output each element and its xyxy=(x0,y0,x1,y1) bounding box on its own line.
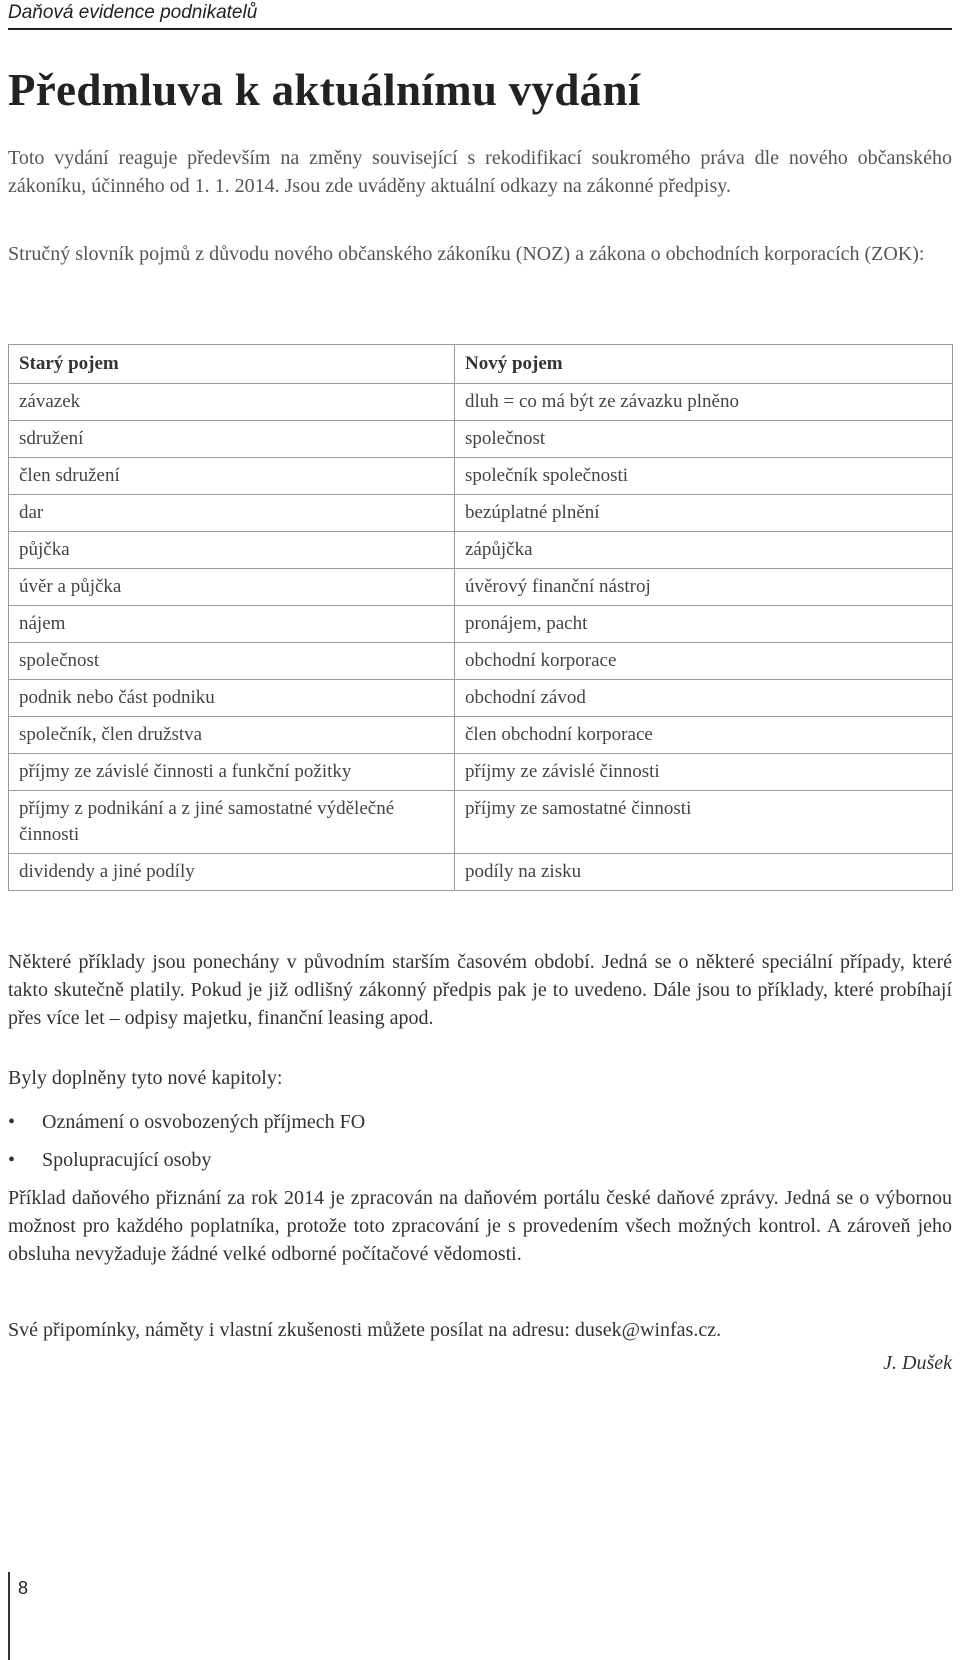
new-term-cell: příjmy ze samostatné činnosti xyxy=(455,791,953,854)
old-term-cell: úvěr a půjčka xyxy=(9,569,455,606)
intro-paragraph: Toto vydání reaguje především na změny související s rekodifikací soukromého práva dle nového občanského zákoníku, účinného od 1. 1. 2014. Jsou zde uváděny aktuální odkazy na zákonné předpisy. xyxy=(8,147,952,197)
page-number: 8 xyxy=(18,1578,29,1598)
old-term-cell: společník, člen družstva xyxy=(9,717,455,754)
bullet-icon: • xyxy=(8,1149,16,1171)
new-term-cell: příjmy ze závislé činnosti xyxy=(455,754,953,791)
glossary-table xyxy=(8,344,953,891)
table-row xyxy=(9,569,953,606)
header-rule xyxy=(8,28,952,30)
table-row xyxy=(9,384,953,421)
new-term-cell: člen obchodní korporace xyxy=(455,717,953,754)
list-item xyxy=(8,1146,365,1184)
new-term-cell: dluh = co má být ze závazku plněno xyxy=(455,384,953,421)
old-term-cell: dar xyxy=(9,495,455,532)
table-header-row xyxy=(9,345,953,384)
new-term-cell: bezúplatné plnění xyxy=(455,495,953,532)
old-term-cell: podnik nebo část podniku xyxy=(9,680,455,717)
glossary-intro-paragraph: Stručný slovník pojmů z důvodu nového občanského zákoníku (NOZ) a zákona o obchodních korporacích (ZOK): xyxy=(8,243,925,265)
new-term-cell: pronájem, pacht xyxy=(455,606,953,643)
bullet-icon: • xyxy=(8,1111,16,1133)
page-title: Předmluva k aktuálnímu vydání xyxy=(8,65,641,115)
new-term-cell: společnost xyxy=(455,421,953,458)
new-term-cell: zápůjčka xyxy=(455,532,953,569)
table-row xyxy=(9,495,953,532)
new-term-cell: úvěrový finanční nástroj xyxy=(455,569,953,606)
old-term-cell: závazek xyxy=(9,384,455,421)
table-row xyxy=(9,606,953,643)
old-term-cell: příjmy ze závislé činnosti a funkční požitky xyxy=(9,754,455,791)
table-row xyxy=(9,754,953,791)
old-term-cell: příjmy z podnikání a z jiné samostatné výdělečné činnosti xyxy=(9,791,455,854)
new-term-cell: podíly na zisku xyxy=(455,854,953,891)
column-header-new-term: Nový pojem xyxy=(455,345,953,384)
page-number-rule xyxy=(8,1572,10,1660)
old-term-cell: půjčka xyxy=(9,532,455,569)
document-page xyxy=(8,0,952,1660)
list-item-label: Oznámení o osvobozených příjmech FO xyxy=(42,1111,366,1133)
old-term-cell: společnost xyxy=(9,643,455,680)
old-term-cell: sdružení xyxy=(9,421,455,458)
running-header: Daňová evidence podnikatelů xyxy=(8,2,258,23)
tax-return-paragraph: Příklad daňového přiznání za rok 2014 je zpracován na daňovém portálu české daňové zprávy. Jedná se o výbornou možnost pro každého poplatníka, protože toto zpracování je s provedením všech možných kontrol. A zároveň jeho obsluha nevyžaduje žádné velké odborné počítačové vědomosti. xyxy=(8,1187,952,1265)
contact-paragraph: Své připomínky, náměty i vlastní zkušenosti můžete posílat na adresu: dusek@winfas.cz. xyxy=(8,1319,722,1341)
list-item-label: Spolupracující osoby xyxy=(42,1149,212,1171)
table-row xyxy=(9,643,953,680)
table-row xyxy=(9,854,953,891)
column-header-old-term: Starý pojem xyxy=(9,345,455,384)
table-row xyxy=(9,532,953,569)
table-row xyxy=(9,458,953,495)
old-term-cell: nájem xyxy=(9,606,455,643)
table-row xyxy=(9,717,953,754)
new-term-cell: obchodní korporace xyxy=(455,643,953,680)
examples-paragraph: Některé příklady jsou ponechány v původním starším časovém období. Jedná se o některé speciální případy, které takto skutečně platily. Pokud je již odlišný zákonný předpis pak je to uvedeno. Dále jsou to příklady, které probíhají přes více let – odpisy majetku, finanční leasing apod. xyxy=(8,951,952,1029)
table-row xyxy=(9,791,953,854)
author-signature: J. Dušek xyxy=(883,1352,952,1374)
table-row xyxy=(9,421,953,458)
new-term-cell: obchodní závod xyxy=(455,680,953,717)
list-item xyxy=(8,1108,365,1146)
old-term-cell: dividendy a jiné podíly xyxy=(9,854,455,891)
new-term-cell: společník společnosti xyxy=(455,458,953,495)
new-chapters-intro: Byly doplněny tyto nové kapitoly: xyxy=(8,1067,283,1089)
new-chapters-list xyxy=(8,1108,365,1184)
table-row xyxy=(9,680,953,717)
old-term-cell: člen sdružení xyxy=(9,458,455,495)
